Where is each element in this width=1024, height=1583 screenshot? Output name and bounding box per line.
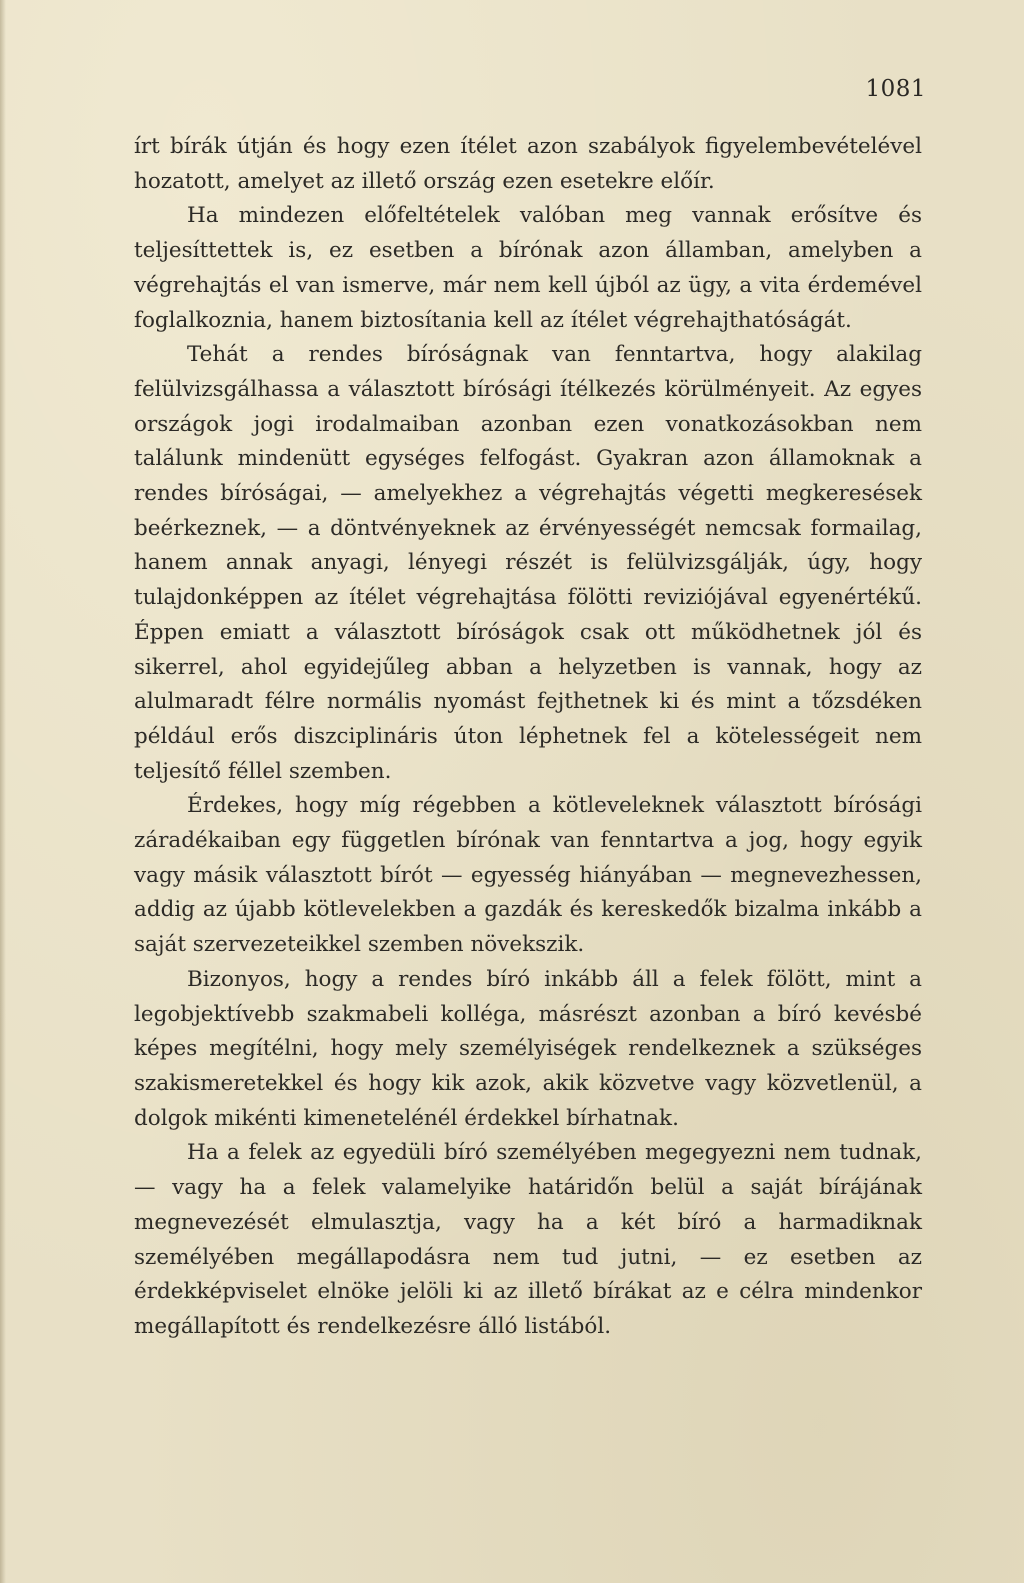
page-number: 1081 (865, 76, 926, 102)
paragraph-continuation: írt bírák útján és hogy ezen ítélet azon szabályok figyelembevételével hozatott, amelyet az illető ország ezen esetekre előír. (134, 134, 922, 194)
paragraph: Tehát a rendes bíróságnak van fenntartva, hogy alakilag felülvizsgálhassa a választott bírósági ítélkezés körülményeit. Az egyes országok jogi irodalmaiban azonban ezen vonatkozásokban nem találunk mindenütt egységes felfogást. Gyakran azon államoknak a rendes bíróságai, — amelyekhez a végrehajtás végetti megkeresések beérkeznek, — a döntvényeknek az érvényességét nemcsak formailag, hanem annak anyagi, lényegi részét is felülvizsgálják, úgy, hogy tulajdonképpen az ítélet végrehajtása fölötti reviziójával egyenértékű. Éppen emiatt a választott bíróságok csak ott működhetnek jól és sikerrel, ahol egyidejűleg abban a helyzetben is vannak, hogy az alulmaradt félre normális nyomást fejthetnek ki és mint a tőzsdéken például erős diszciplináris úton léphetnek fel a kötelességeit nem teljesítő féllel szemben. (134, 342, 922, 784)
body-text (134, 130, 922, 1345)
paragraph: Ha a felek az egyedüli bíró személyében megegyezni nem tudnak, — vagy ha a felek valamelyike határidőn belül a saját bírájának megnevezését elmulasztja, vagy ha a két bíró a harmadiknak személyében megállapodásra nem tud jutni, — ez esetben az érdekképviselet elnöke jelöli ki az illető bírákat az e célra mindenkor megállapított és rendelkezésre álló listából. (134, 1140, 922, 1339)
page-edge-shadow (0, 0, 6, 1583)
paragraph: Érdekes, hogy míg régebben a kötleveleknek választott bírósági záradékaiban egy független bírónak van fenntartva a jog, hogy egyik vagy másik választott bírót — egyesség hiányában — megnevezhessen, addig az újabb kötlevelekben a gazdák és kereskedők bizalma inkább a saját szervezeteikkel szemben növekszik. (134, 793, 922, 958)
paragraph: Bizonyos, hogy a rendes bíró inkább áll a felek fölött, mint a legobjektívebb szakmabeli kolléga, másrészt azonban a bíró kevésbé képes megítélni, hogy mely személyiségek rendelkeznek a szükséges szakismeretekkel és hogy kik azok, akik közvetve vagy közvetlenül, a dolgok mikénti kimenetelénél érdekkel bírhatnak. (134, 966, 922, 1131)
paragraph: Ha mindezen előfeltételek valóban meg vannak erősítve és teljesíttettek is, ez esetben a bírónak azon államban, amelyben a végrehajtás el van ismerve, már nem kell újból az ügy, a vita érdemével foglalkoznia, hanem biztosítania kell az ítélet végrehajthatóságát. (134, 203, 922, 333)
